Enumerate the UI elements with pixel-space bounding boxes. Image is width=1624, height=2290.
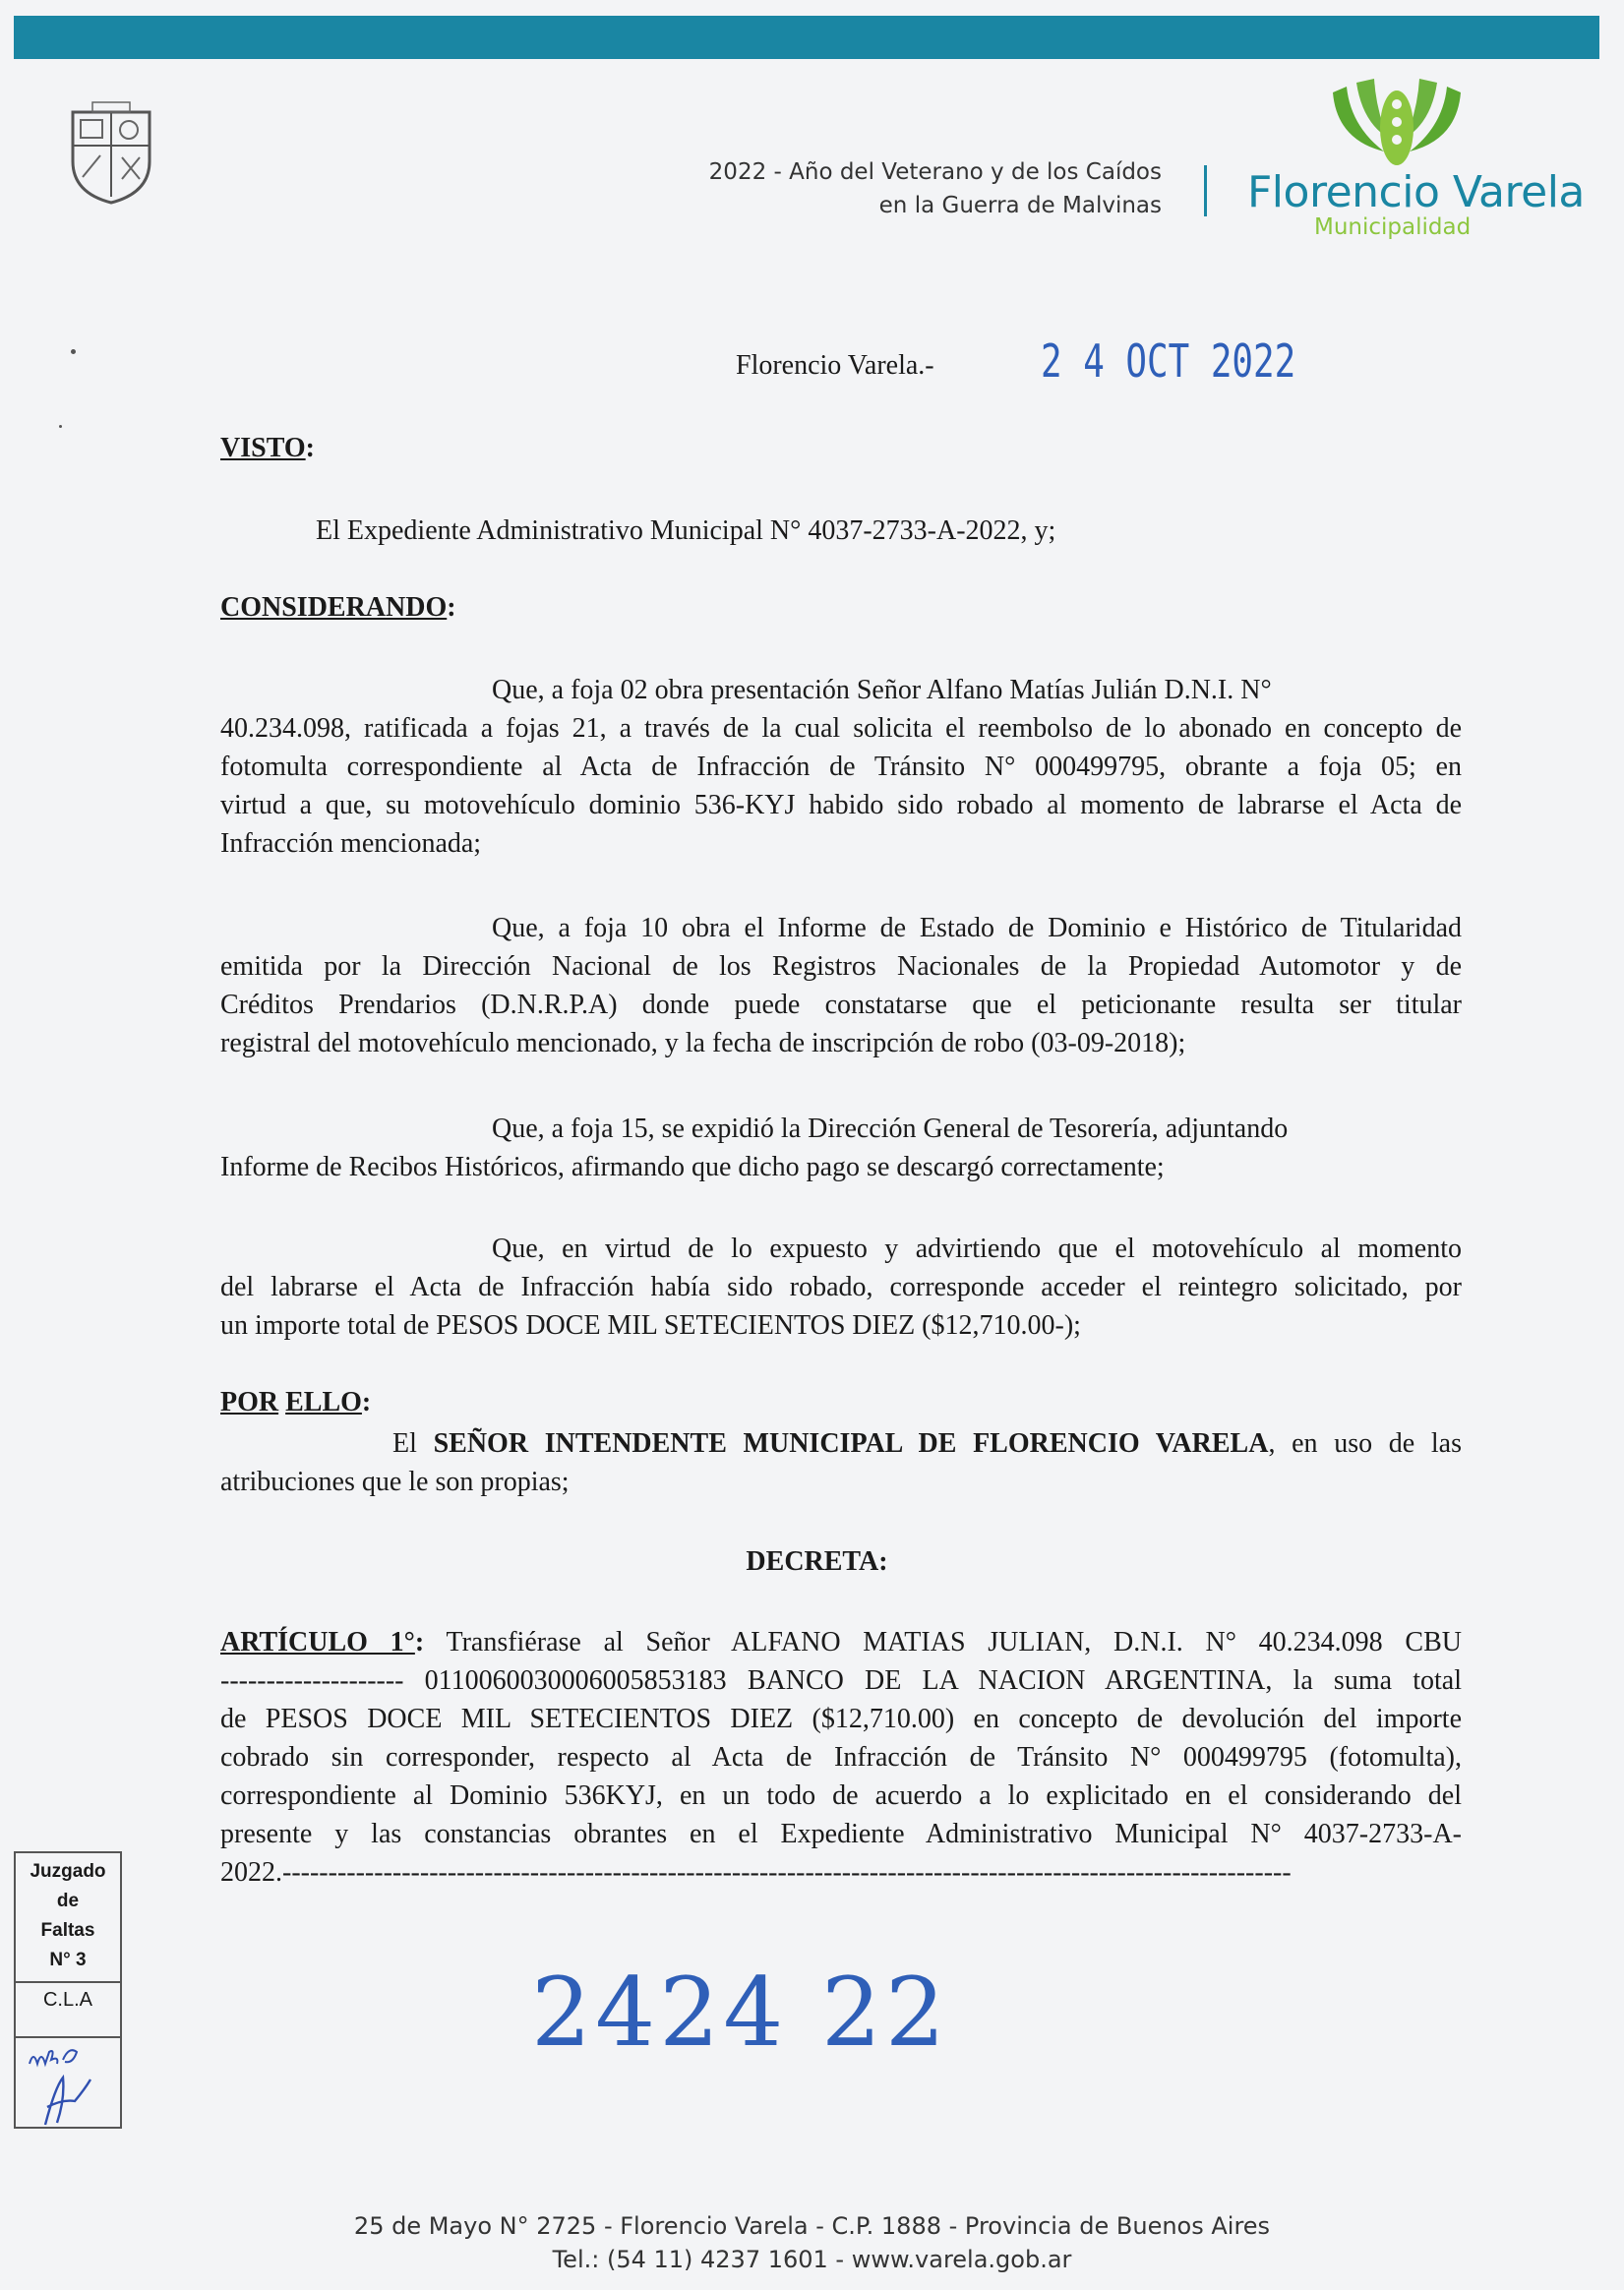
handwritten-initials-signature xyxy=(16,2038,120,2127)
scan-speck xyxy=(59,425,62,428)
considerando-paragraph-1 xyxy=(220,671,1462,863)
considerando-heading: CONSIDERANDO: xyxy=(220,592,456,623)
por-ello-heading: POR ELLO: xyxy=(220,1387,372,1417)
date-stamp: 2 4 OCT 2022 xyxy=(1041,334,1296,388)
paragraph-line: Que, a foja 02 obra presentación Señor Alfano Matías Julián D.N.I. N° xyxy=(492,675,1272,705)
municipal-crest-icon xyxy=(67,98,155,207)
juzgado-stamp-box xyxy=(14,1851,122,2129)
considerando-paragraph-4 xyxy=(220,1230,1462,1345)
juzgado-line-2: de xyxy=(56,1891,80,1911)
paragraph-line: Que, a foja 10 obra el Informe de Estado de Dominio e Histórico de Titularidad xyxy=(492,913,1462,943)
considerando-paragraph-3 xyxy=(220,1110,1462,1186)
articulo-line: -------------------- 0110060030006005853183 BANCO DE LA NACION ARGENTINA, la suma total xyxy=(220,1665,1462,1696)
paragraph-line: emitida por la Dirección Nacional de los Registros Nacionales de la Propiedad Automotor y de xyxy=(220,951,1462,982)
paragraph-line: del labrarse el Acta de Infracción había sido robado, corresponde acceder el reintegro solicitado, por xyxy=(220,1272,1462,1302)
por-ello-text xyxy=(220,1424,1462,1501)
articulo-line: de PESOS DOCE MIL SETECIENTOS DIEZ ($12,710.00) en concepto de devolución del importe xyxy=(220,1704,1462,1734)
paragraph-line: Que, en virtud de lo expuesto y advirtiendo que el motovehículo al momento xyxy=(492,1234,1462,1264)
articulo-label: ARTÍCULO 1°: xyxy=(220,1627,425,1657)
por-ello-lead: El xyxy=(392,1428,417,1459)
articulo-line-text: Transfiérase al Señor ALFANO MATIAS JULIAN, D.N.I. N° 40.234.098 CBU xyxy=(446,1627,1462,1657)
visto-heading-label: VISTO xyxy=(220,433,306,463)
place-line: Florencio Varela.- xyxy=(736,350,934,381)
por-ello-word-2: ELLO xyxy=(285,1387,362,1417)
considerando-heading-label: CONSIDERANDO xyxy=(220,592,448,623)
motto-line-1: 2022 - Año del Veterano y de los Caídos xyxy=(708,159,1162,185)
juzgado-title xyxy=(16,1853,120,1983)
header-divider xyxy=(1204,165,1207,216)
articulo-line: 2022.-------------------------------------------------------------------------------------------------------------- xyxy=(220,1857,1292,1888)
paragraph-line: Informe de Recibos Históricos, afirmando que dicho pago se descargó correctamente; xyxy=(220,1152,1165,1182)
articulo-line: cobrado sin corresponder, respecto al Acta de Infracción de Tránsito N° 000499795 (fotomulta), xyxy=(220,1742,1462,1773)
juzgado-line-3: Faltas xyxy=(40,1920,95,1941)
decreta-heading: DECRETA: xyxy=(746,1546,888,1577)
visto-line: El Expediente Administrativo Municipal N° 4037-2733-A-2022, y; xyxy=(316,515,1056,546)
juzgado-line-1: Juzgado xyxy=(30,1861,106,1882)
logo-name: Florencio Varela xyxy=(1247,167,1585,217)
footer xyxy=(0,2209,1624,2276)
stamp-initials: C.L.A xyxy=(16,1983,120,2038)
paragraph-line: Que, a foja 15, se expidió la Dirección General de Tesorería, adjuntando xyxy=(492,1114,1289,1144)
por-ello-word-1: POR xyxy=(220,1387,279,1417)
footer-address: 25 de Mayo N° 2725 - Florencio Varela - C.P. 1888 - Provincia de Buenos Aires xyxy=(353,2212,1271,2240)
considerando-paragraph-2 xyxy=(220,909,1462,1062)
commemorative-motto xyxy=(709,155,1162,222)
motto-line-2: en la Guerra de Malvinas xyxy=(878,193,1162,218)
paragraph-line: virtud a que, su motovehículo dominio 536-KYJ habido sido robado al momento de labrarse el Acta de xyxy=(220,790,1462,820)
por-ello-rest: , en uso de las xyxy=(1268,1428,1462,1459)
decree-number-stamp: 2424 22 xyxy=(531,1958,949,2068)
paragraph-line: 40.234.098, ratificada a fojas 21, a través de la cual solicita el reembolso de lo abonado en concepto de xyxy=(220,713,1462,744)
juzgado-line-4: N° 3 xyxy=(49,1950,87,1970)
paragraph-line: Créditos Prendarios (D.N.R.P.A) donde puede constatarse que el peticionante resulta ser titular xyxy=(220,990,1462,1020)
por-ello-line-2: atribuciones que le son propias; xyxy=(220,1467,570,1497)
paragraph-line: fotomulta correspondiente al Acta de Infracción de Tránsito N° 000499795, obrante a foja 05; en xyxy=(220,752,1462,782)
paragraph-line: Infracción mencionada; xyxy=(220,828,482,859)
intendente-title: SEÑOR INTENDENTE MUNICIPAL DE FLORENCIO VARELA xyxy=(433,1428,1269,1459)
visto-text xyxy=(220,512,1462,550)
top-bar xyxy=(14,16,1599,59)
signature-area xyxy=(16,2038,120,2127)
scan-speck xyxy=(71,349,76,354)
paragraph-line: un importe total de PESOS DOCE MIL SETECIENTOS DIEZ ($12,710.00-); xyxy=(220,1310,1081,1341)
footer-contact: Tel.: (54 11) 4237 1601 - www.varela.gob.ar xyxy=(552,2246,1072,2273)
articulo-line: presente y las constancias obrantes en el Expediente Administrativo Municipal N° 4037-2733-A- xyxy=(220,1819,1462,1849)
articulo-line: correspondiente al Dominio 536KYJ, en un todo de acuerdo a lo explicitado en el considerando del xyxy=(220,1780,1462,1811)
logo-subtitle: Municipalidad xyxy=(1314,214,1472,240)
visto-heading: VISTO: xyxy=(220,433,315,463)
articulo-label-text: ARTÍCULO 1° xyxy=(220,1627,415,1657)
por-ello-line-1 xyxy=(220,1424,1462,1463)
paragraph-line: registral del motovehículo mencionado, y la fecha de inscripción de robo (03-09-2018); xyxy=(220,1028,1186,1058)
articulo-1 xyxy=(220,1623,1462,1892)
articulo-line xyxy=(220,1623,1462,1661)
